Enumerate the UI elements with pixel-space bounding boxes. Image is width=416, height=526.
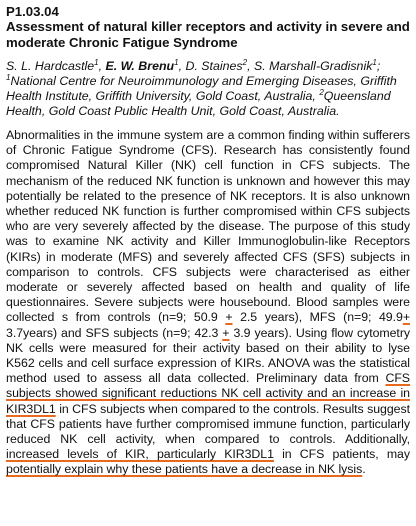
abstract-text: in CFS patients, may	[273, 447, 410, 462]
author-affiliation-mark: 1	[94, 57, 99, 67]
abstract-text: 3.9 years). Using flow cytometry NK cells were measured for their activity based on their ability to lyse K562 cells and cell surface expression of KIRs. ANOVA was the statistical method used to assess all data collected. Preliminary data from	[6, 325, 410, 386]
affiliation-list	[6, 74, 397, 118]
abstract-text: Abnormalities in the immune system are a common finding within sufferers of Chronic Fatigue Syndrome (CFS). Research has consistently found compromised Natural Killer (NK) cell function in CFS subjects. The mechanism of the reduced NK function is unknown and however this may potentially be related to the presence of NK receptors. It is also unknown whether reduced NK function is further compromised within CFS subjects who are very severely affected by the disease. The purpose of this study was to examine NK activity and Killer Immunoglobulin-like Receptors (KIRs) in moderate (MFS) and severely affected CFS (SFS) subjects in comparison to controls. CFS subjects were characterised as either moderate or severely affected based on health and quality of life questionnaires. Severe subjects were housebound. Blood samples were collected s from controls (n=9; 50.9	[6, 128, 410, 325]
author-name: D. Staines	[185, 59, 243, 73]
author-separator: ,	[247, 59, 254, 73]
affiliation-mark: 2	[319, 87, 324, 97]
affiliation-mark: 1	[6, 72, 11, 82]
plus-minus-sign: +	[222, 325, 230, 340]
plus-minus-sign: +	[225, 310, 233, 325]
affiliation-text: National Centre for Neuroimmunology and Emerging Diseases, Griffith Health Institute, Griffith University, Gold Coast, Australia,	[6, 74, 397, 103]
highlighted-finding: increased levels of KIR, particularly KIR3DL1	[6, 447, 274, 462]
author-separator: ,	[178, 59, 186, 73]
author-affiliation-mark: 1	[372, 57, 377, 67]
abstract-text: in CFS subjects when compared to the controls. Results suggest that CFS patients have further compromised immune function, particularly reduced NK cell activity, when compared to controls. Additionally,	[6, 401, 410, 447]
abstract-code: P1.03.04	[6, 4, 59, 19]
affiliation-text: Queensland Health, Gold Coast Public Health Unit, Gold Coast, Australia.	[6, 89, 391, 118]
author-name-presenting: E. W. Brenu	[105, 59, 175, 73]
author-list	[6, 59, 380, 73]
abstract-text: 2.5 years), MFS (n=9; 49.9	[232, 310, 403, 325]
highlighted-finding: CFS subjects showed significant reductions NK cell activity and an increase in KIR3DL1	[6, 371, 410, 416]
plus-minus-sign: +	[402, 310, 410, 325]
author-affiliation-mark: 1	[174, 57, 179, 67]
author-separator: ;	[376, 59, 381, 73]
abstract-body	[6, 128, 410, 478]
abstract-text: .	[362, 462, 366, 477]
highlighted-finding: potentially explain why these patients have a decrease in NK lysis	[6, 462, 363, 477]
author-block	[6, 59, 410, 119]
author-separator: ,	[98, 59, 106, 73]
abstract-text: 3.7years) and SFS subjects (n=9; 42.3	[6, 325, 223, 340]
author-name: S. L. Hardcastle	[6, 59, 95, 73]
author-name: S. Marshall-Gradisnik	[253, 59, 373, 73]
abstract-title: Assessment of natural killer receptors and activity in severe and moderate Chronic Fatigue Syndrome	[6, 19, 410, 50]
author-affiliation-mark: 2	[242, 57, 248, 67]
